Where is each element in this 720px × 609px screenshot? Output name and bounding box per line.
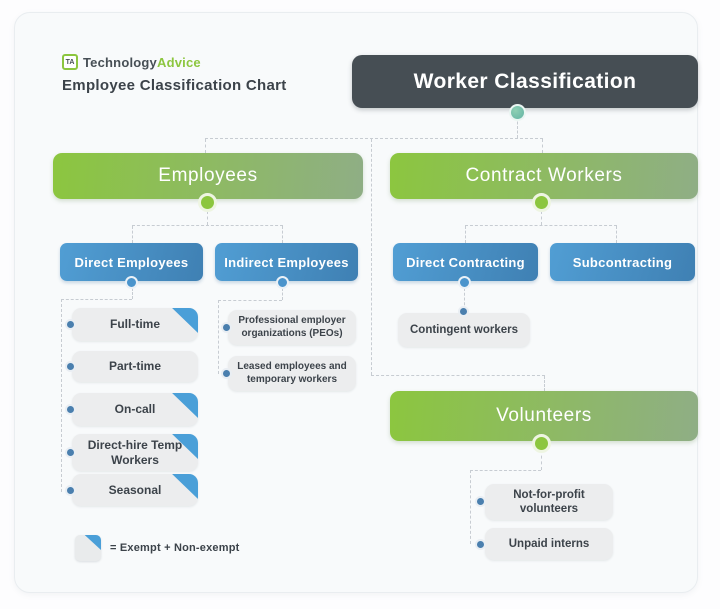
node-unpaid-interns [485,528,613,560]
node-leased-employees [228,356,356,391]
node-direct-employees: Direct Employees [60,243,203,281]
node-part-time [72,351,198,382]
connector-line [218,300,282,301]
connector-line [132,226,133,243]
exempt-corner-icon [171,393,198,418]
connector-dot [221,368,232,379]
connector-line [205,139,206,153]
node-indirect-employees: Indirect Employees [215,243,358,281]
connector-dot [65,447,76,458]
connector-dot [276,276,289,289]
connector-dot [65,319,76,330]
node-employees: Employees [53,153,363,199]
connector-dot [458,276,471,289]
exempt-corner-icon [171,474,198,499]
connector-dot [65,361,76,372]
connector-line [132,288,133,299]
leaf-label: Seasonal [108,482,162,497]
connector-dot [532,434,551,453]
node-seasonal [72,474,198,506]
connector-dot [198,193,217,212]
connector-line [541,211,542,225]
chart-card [14,12,698,593]
leaf-label: On-call [114,402,156,416]
leaf-label: Part-time [108,359,161,373]
exempt-corner-icon [84,535,101,550]
connector-line [465,225,617,226]
leaf-label: Direct-hire Temp Workers [87,437,183,467]
connector-line [544,376,545,391]
leaf-label: Not-for-profit volunteers [513,488,585,515]
page-title: Employee Classification Chart [62,77,287,94]
connector-dot [65,485,76,496]
node-worker-classification: Worker Classification [352,55,698,108]
brand-name [83,55,201,70]
node-direct-contracting: Direct Contracting [393,243,538,281]
connector-line [371,375,545,376]
connector-dot [125,276,138,289]
connector-dot [509,104,526,121]
connector-line [61,299,132,300]
leaf-label: Professional employer organizations (PEOs) [238,315,346,339]
node-peos [228,310,356,345]
connector-dot [221,322,232,333]
connector-line [282,288,283,300]
exempt-corner-icon [171,308,198,333]
connector-line [542,139,543,153]
brand-name-secondary: Advice [156,54,201,70]
connector-line [470,470,471,544]
connector-line [470,470,541,471]
connector-line [465,226,466,243]
connector-line [371,139,372,375]
exempt-legend-swatch [75,535,101,561]
technologyadvice-logo-icon: TA [62,54,78,70]
connector-line [218,300,219,374]
node-contract-workers: Contract Workers [390,153,698,199]
connector-line [616,226,617,243]
node-subcontracting: Subcontracting [550,243,695,281]
connector-line [132,225,283,226]
node-on-call [72,393,198,426]
connector-dot [532,193,551,212]
node-not-for-profit-volunteers [485,484,613,520]
node-volunteers: Volunteers [390,391,698,441]
connector-line [207,211,208,225]
connector-dot [475,539,486,550]
brand-logo [62,54,201,70]
leaf-label: Leased employees and temporary workers [237,361,347,385]
connector-dot [458,306,469,317]
connector-line [541,450,542,470]
node-contingent-workers [398,313,530,347]
leaf-label: Contingent workers [410,323,518,336]
node-full-time [72,308,198,341]
legend [75,535,240,561]
node-direct-hire-temp-workers [72,434,198,471]
connector-dot [65,404,76,415]
connector-dot [475,496,486,507]
legend-label: = Exempt + Non-exempt [110,542,240,554]
connector-line [282,226,283,243]
brand-name-primary: Technology [83,54,157,70]
leaf-label: Full-time [110,317,160,331]
leaf-label: Unpaid interns [508,537,590,550]
connector-line [205,138,543,139]
connector-line [61,299,62,492]
